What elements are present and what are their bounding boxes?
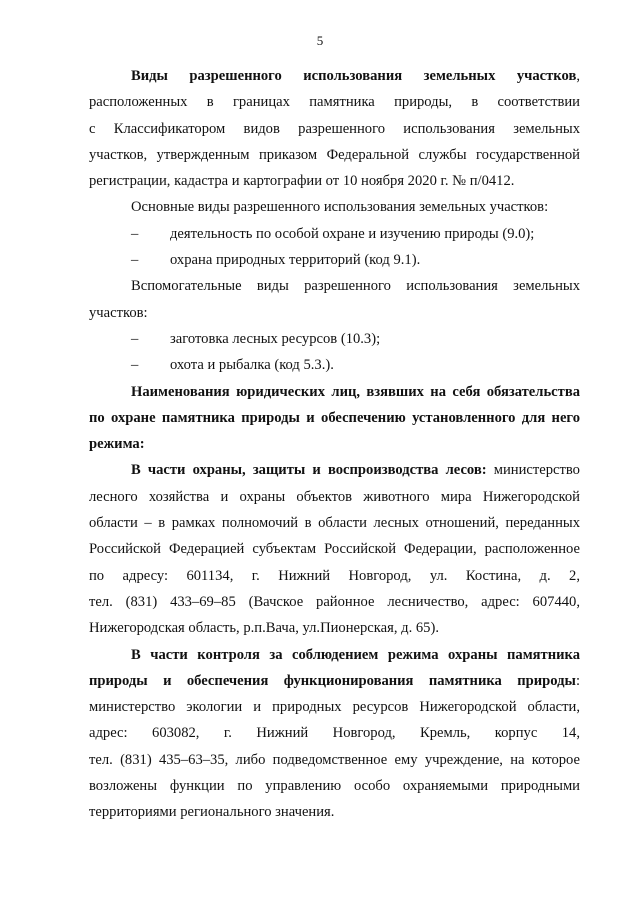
paragraph-line: участков, утвержденным приказом Федеральной службы государственной [89,146,580,163]
page-number: 5 [316,33,324,48]
forest-lead: В части охраны, защиты и воспроизводства лесов: [131,462,487,479]
list-item [89,221,580,247]
entities-section [89,379,580,458]
paragraph-line: территориями регионального значения. [89,804,335,821]
aux-uses-section [89,273,580,378]
paragraph-line: В части охраны, защиты и воспроизводства лесов: министерство [131,462,580,479]
entities-heading: Наименования юридических лиц, взявших на себя обязательства [131,383,580,400]
dash-marker: – [131,357,139,374]
paragraph-line: тел. (831) 435–63–35, либо подведомственное ему учреждение, на которое [89,751,580,768]
forest-section [89,457,580,641]
paragraph-line: области – в рамках полномочий в области лесных отношений, переданных [89,515,580,532]
paragraph-line: министерство экологии и природных ресурсов Нижегородской области, [89,699,580,716]
paragraph-line: возложены функции по управлению особо охраняемыми природными [89,778,580,795]
paragraph-line: адрес: 603082, г. Нижний Новгород, Кремль, корпус 14, [89,725,580,742]
control-lead: природы и обеспечения функционирования памятника природы [89,672,576,689]
dash-marker: – [131,225,139,242]
list-item-text: деятельность по особой охране и изучению природы (9.0); [170,225,535,242]
control-lead: В части контроля за соблюдением режима охраны памятника [131,646,580,663]
paragraph-line: Нижегородская область, р.п.Вача, ул.Пионерская, д. 65). [89,620,439,637]
paragraph-line: регистрации, кадастра и картографии от 10 ноября 2020 г. № п/0412. [89,173,515,190]
paragraph-line: участков: [89,304,148,321]
paragraph-line: Виды разрешенного использования земельных участков, [131,68,580,84]
paragraph-line: расположенных в границах памятника природы, в соответствии [89,94,580,111]
dash-marker: – [131,330,139,347]
paragraph-line: режима: [89,436,145,453]
main-uses-section [89,194,580,273]
list-item [89,352,580,378]
list-item [89,326,580,352]
paragraph-line: лесного хозяйства и охраны объектов животного мира Нижегородской [89,488,580,505]
paragraph-line: Российской Федерацией субъектам Российской Федерации, расположенное [89,541,580,558]
main-uses-intro: Основные виды разрешенного использования земельных участков: [131,199,549,216]
land-use-heading: Виды разрешенного использования земельных участков [131,68,577,84]
document-body [89,63,580,826]
paragraph-line: природы и обеспечения функционирования памятника природы: [89,672,580,689]
list-item-text: охота и рыбалка (код 5.3.). [170,357,334,374]
dash-marker: – [131,252,139,269]
paragraph-line: с Классификатором видов разрешенного использования земельных [89,120,580,137]
aux-uses-intro: Вспомогательные виды разрешенного использования земельных [131,278,580,295]
list-item [89,247,580,273]
list-item-text: охрана природных территорий (код 9.1). [170,252,421,269]
paragraph-line: тел. (831) 433–69–85 (Вачское районное лесничество, адрес: 607440, [89,593,580,610]
paragraph-line: по охране памятника природы и обеспечению установленного для него [89,409,580,426]
control-section [89,642,580,826]
land-use-section [89,63,580,194]
paragraph-line: по адресу: 601134, г. Нижний Новгород, ул. Костина, д. 2, [89,567,580,584]
list-item-text: заготовка лесных ресурсов (10.3); [170,330,381,347]
